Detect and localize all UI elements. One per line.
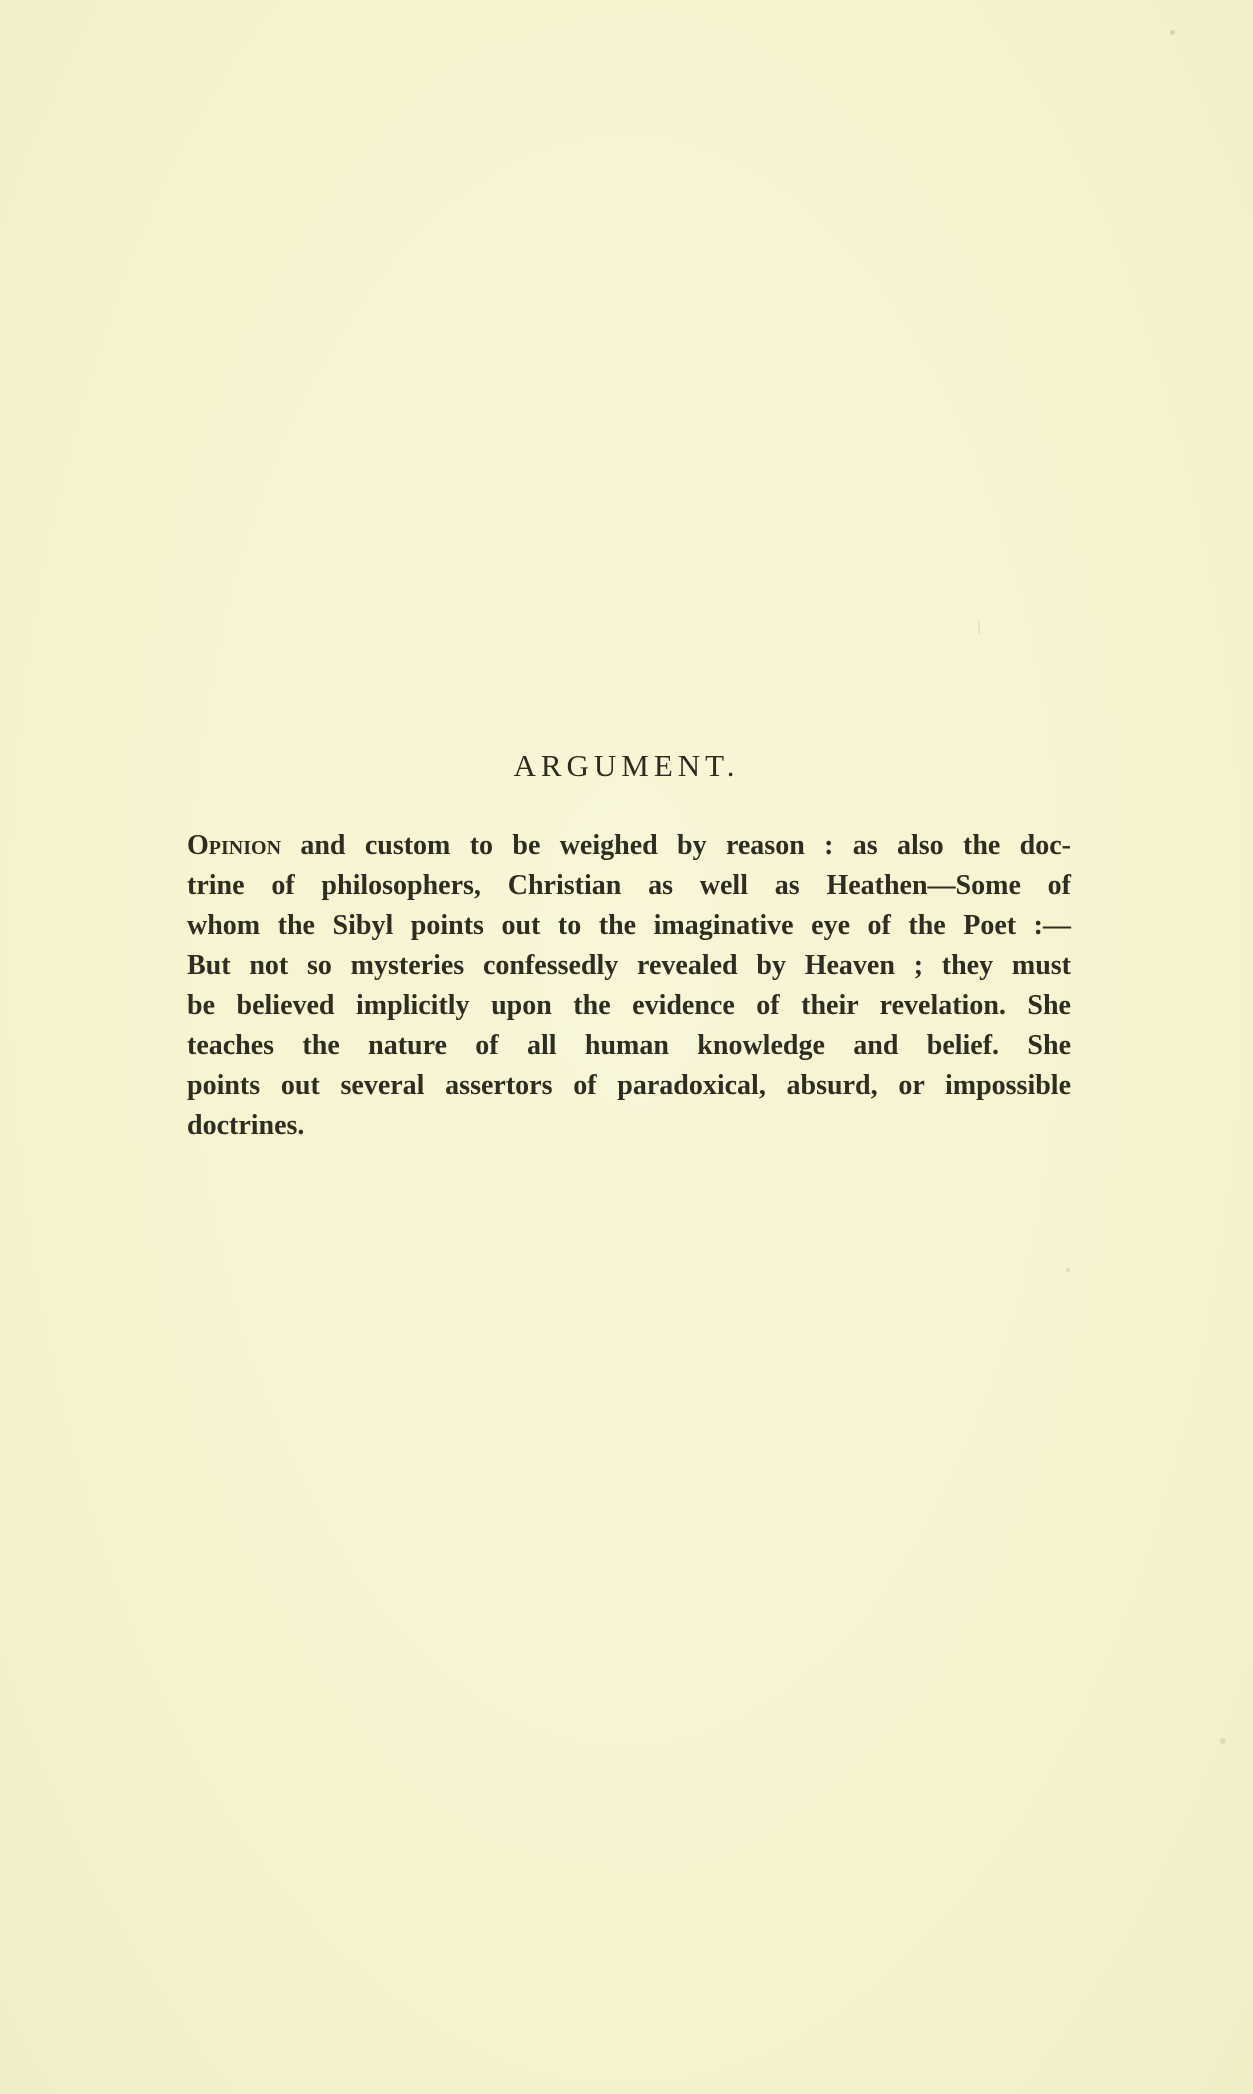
argument-line-text: and custom to be weighed by reason : as also the doc- xyxy=(281,830,1071,861)
argument-line: whom the Sibyl points out to the imaginative eye of the Poet :— xyxy=(187,910,1071,941)
page-title: ARGUMENT. xyxy=(513,748,740,783)
argument-line: trine of philosophers, Christian as well as Heathen—Some of xyxy=(187,870,1071,901)
argument-line: teaches the nature of all human knowledge and belief. She xyxy=(187,1030,1071,1061)
paper-speck xyxy=(1170,30,1175,35)
argument-line: But not so mysteries confessedly revealed by Heaven ; they must xyxy=(187,950,1071,981)
paper-speck xyxy=(978,620,980,634)
argument-line: be believed implicitly upon the evidence of their revelation. She xyxy=(187,990,1071,1021)
argument-paragraph xyxy=(187,826,1071,1146)
argument-line: doctrines. xyxy=(187,1110,305,1141)
argument-first-word: Opinion xyxy=(187,830,282,861)
paper-speck xyxy=(1066,1268,1070,1272)
argument-line xyxy=(187,826,1071,866)
argument-line: points out several assertors of paradoxical, absurd, or impossible xyxy=(187,1070,1071,1101)
paper-speck xyxy=(1220,1738,1226,1744)
